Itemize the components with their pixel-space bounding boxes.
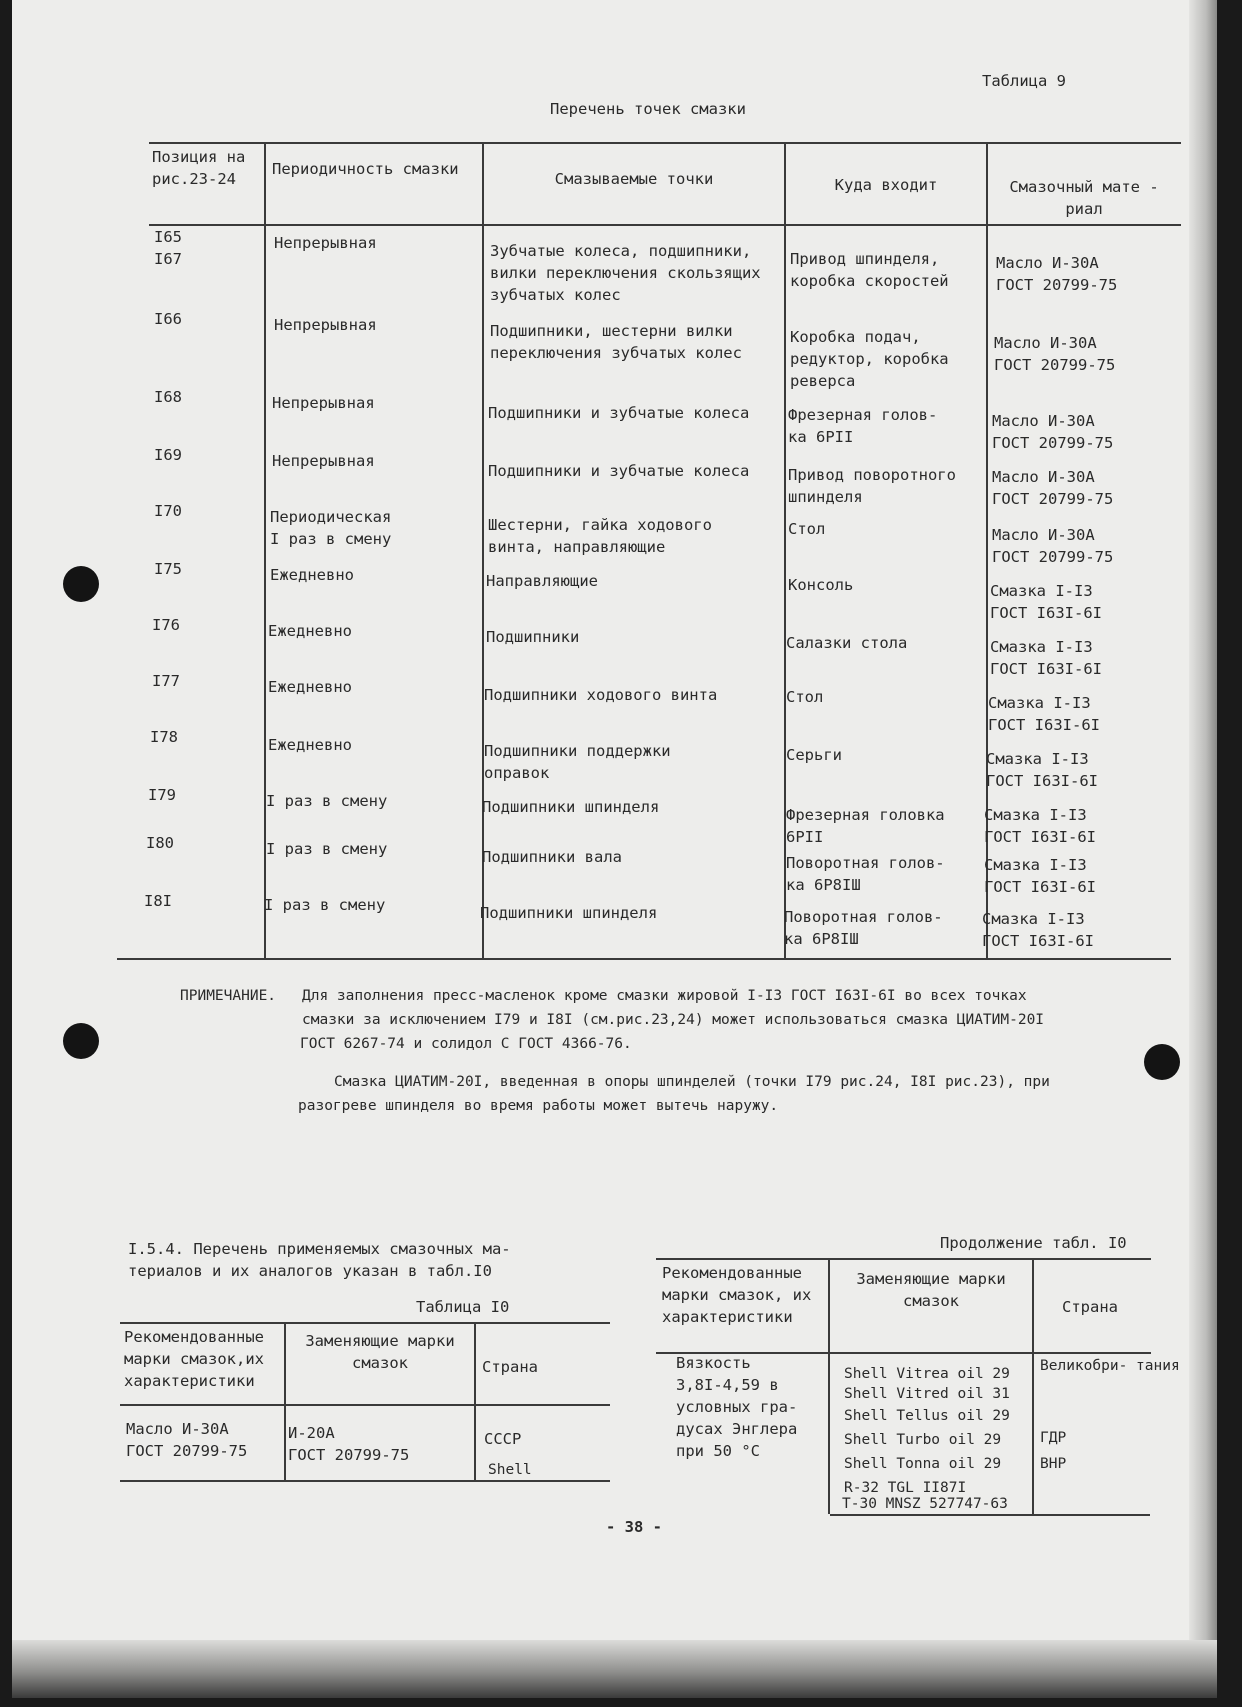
table10-header-sub: Заменяющие марки смазок xyxy=(305,1332,455,1372)
table-column-divider xyxy=(284,1322,286,1480)
table-column-divider xyxy=(474,1322,476,1480)
table9-cell-points: Подшипники шпинделя xyxy=(482,798,660,816)
page-edge xyxy=(1189,0,1217,1698)
document-page xyxy=(12,0,1217,1698)
table9-cell-pos: I77 xyxy=(152,672,180,690)
table-rule xyxy=(149,224,1181,226)
table10cont-header-rec: Рекомендованные марки смазок, их характеристики xyxy=(662,1264,812,1326)
table9-cell-material: Масло И-30А ГОСТ 20799-75 xyxy=(994,334,1116,374)
table-rule xyxy=(117,958,1171,960)
table9-cell-points: Зубчатые колеса, подшипники, вилки переключения скользящих зубчатых колес xyxy=(490,242,761,304)
table9-cell-period: I раз в смену xyxy=(266,840,388,858)
table9-cell-period: Непрерывная xyxy=(272,394,375,412)
table10cont-header-sub: Заменяющие марки смазок xyxy=(856,1270,1006,1310)
table9-cell-material: Смазка I-I3 ГОСТ I63I-6I xyxy=(982,910,1094,950)
substitute-oil: R-32 TGL II87I xyxy=(844,1480,967,1496)
substitute-oil: T-30 MNSZ 527747-63 xyxy=(842,1496,1008,1512)
table9-cell-material: Смазка I-I3 ГОСТ I63I-6I xyxy=(986,750,1098,790)
table9-cell-where: Консоль xyxy=(788,576,854,594)
substitute-oil: Shell Tonna oil 29 xyxy=(844,1456,1002,1472)
table10-cell-extra: Shell xyxy=(488,1462,532,1478)
table9-cell-period: Ежедневно xyxy=(268,622,352,640)
table9-cell-material: Масло И-30А ГОСТ 20799-75 xyxy=(992,468,1114,508)
table9-cell-points: Подшипники и зубчатые колеса xyxy=(488,462,750,480)
table10-cell-sub: И-20А ГОСТ 20799-75 xyxy=(288,1424,410,1464)
page-bottom-shadow xyxy=(12,1640,1217,1698)
table9-cell-points: Направляющие xyxy=(486,572,598,590)
table10-caption: Таблица I0 xyxy=(416,1298,510,1316)
table9-header-material: Смазочный мате - риал xyxy=(1009,178,1159,218)
country-cell: Великобри- тания xyxy=(1040,1358,1180,1374)
table9-cell-points: Подшипники xyxy=(486,628,580,646)
table9-cell-where: Коробка подач, редуктор, коробка реверса xyxy=(790,328,949,390)
table9-cell-pos: I66 xyxy=(154,310,182,328)
table9-cell-points: Подшипники и зубчатые колеса xyxy=(488,404,750,422)
table9-cell-where: Привод поворотного шпинделя xyxy=(788,466,956,506)
table9-cell-period: Ежедневно xyxy=(268,736,352,754)
table9-cell-points: Шестерни, гайка ходового винта, направляющие xyxy=(488,516,712,556)
table9-title: Перечень точек смазки xyxy=(550,100,746,118)
table9-cell-period: Непрерывная xyxy=(274,234,377,252)
table9-cell-pos: I8I xyxy=(144,892,172,910)
table9-cell-points: Подшипники поддержки оправок xyxy=(484,742,671,782)
table9-cell-pos: I70 xyxy=(154,502,182,520)
substitute-oil: Shell Tellus oil 29 xyxy=(844,1408,1010,1424)
table9-cell-material: Смазка I-I3 ГОСТ I63I-6I xyxy=(990,638,1102,678)
table10cont-cell-rec: Вязкость 3,8I-4,59 в условных гра- дусах Энглера при 50 °С xyxy=(676,1354,798,1460)
table9-header-points: Смазываемые точки xyxy=(554,170,714,188)
table9-cell-where: Фрезерная голов- ка 6РII xyxy=(788,406,938,446)
table9-cell-where: Стол xyxy=(786,688,824,706)
table9-cell-where: Привод шпинделя, коробка скоростей xyxy=(790,250,949,290)
table10cont-caption: Продолжение табл. I0 xyxy=(940,1234,1127,1252)
table9-caption: Таблица 9 xyxy=(982,72,1066,90)
table9-cell-material: Масло И-30А ГОСТ 20799-75 xyxy=(992,526,1114,566)
table9-cell-pos: I76 xyxy=(152,616,180,634)
table10cont-header-country: Страна xyxy=(1062,1298,1118,1316)
table9-cell-where: Фрезерная головка 6РII xyxy=(786,806,945,846)
table9-cell-period: Непрерывная xyxy=(274,316,377,334)
table9-cell-material: Смазка I-I3 ГОСТ I63I-6I xyxy=(988,694,1100,734)
table9-header-where: Куда входит xyxy=(834,176,938,194)
table9-cell-where: Поворотная голов- ка 6Р8IШ xyxy=(784,908,943,948)
page-number: - 38 - xyxy=(606,1518,662,1536)
table9-header-period: Периодичность смазки xyxy=(272,160,459,178)
table9-cell-where: Салазки стола xyxy=(786,634,908,652)
table9-cell-period: Периодическая I раз в смену xyxy=(270,508,392,548)
table-rule xyxy=(120,1404,610,1406)
country-cell: ГДР xyxy=(1040,1430,1067,1446)
table9-cell-pos: I78 xyxy=(150,728,178,746)
table9-cell-where: Стол xyxy=(788,520,826,538)
punch-hole xyxy=(1144,1044,1180,1080)
table-rule xyxy=(120,1322,610,1324)
table9-cell-period: Ежедневно xyxy=(270,566,354,584)
table9-cell-material: Смазка I-I3 ГОСТ I63I-6I xyxy=(984,806,1096,846)
table9-cell-pos: I68 xyxy=(154,388,182,406)
table10-cell-country: СССР xyxy=(484,1430,522,1448)
substitute-oil: Shell Vitred oil 31 xyxy=(844,1386,1010,1402)
table9-header-position: Позиция на рис.23-24 xyxy=(152,148,246,188)
table9-cell-pos: I69 xyxy=(154,446,182,464)
table9-cell-points: Подшипники шпинделя xyxy=(480,904,658,922)
table9-cell-pos: I79 xyxy=(148,786,176,804)
table9-cell-pos: I65 I67 xyxy=(154,228,182,268)
table9-cell-points: Подшипники, шестерни вилки переключения зубчатых колес xyxy=(490,322,742,362)
note-paragraph: Смазка ЦИАТИМ-20I, введенная в опоры шпинделей (точки I79 рис.24, I8I рис.23), при xyxy=(334,1074,1050,1090)
table-rule xyxy=(149,142,1181,144)
table9-cell-period: Ежедневно xyxy=(268,678,352,696)
table9-cell-pos: I75 xyxy=(154,560,182,578)
section-paragraph: I.5.4. Перечень применяемых смазочных ма- териалов и их аналогов указан в табл.I0 xyxy=(128,1240,511,1280)
table9-cell-period: Непрерывная xyxy=(272,452,375,470)
table9-cell-material: Смазка I-I3 ГОСТ I63I-6I xyxy=(984,856,1096,896)
table9-cell-material: Масло И-30А ГОСТ 20799-75 xyxy=(992,412,1114,452)
table-rule xyxy=(120,1480,610,1482)
note-paragraph: разогреве шпинделя во время работы может вытечь наружу. xyxy=(298,1098,779,1114)
country-cell: ВНР xyxy=(1040,1456,1067,1472)
table9-cell-period: I раз в смену xyxy=(264,896,386,914)
table-column-divider xyxy=(482,142,484,958)
table9-cell-points: Подшипники вала xyxy=(482,848,622,866)
table10-cell-rec: Масло И-30А ГОСТ 20799-75 xyxy=(126,1420,248,1460)
table-rule xyxy=(656,1258,1151,1260)
table10-header-rec: Рекомендованные марки смазок,их характеристики xyxy=(124,1328,264,1390)
table9-cell-points: Подшипники ходового винта xyxy=(484,686,718,704)
table9-cell-period: I раз в смену xyxy=(266,792,388,810)
note-line: Для заполнения пресс-масленок кроме смазки жировой I-I3 ГОСТ I63I-6I во всех точках xyxy=(302,988,1027,1004)
table9-cell-where: Серьги xyxy=(786,746,842,764)
table9-cell-where: Поворотная голов- ка 6Р8IШ xyxy=(786,854,945,894)
note-line: ГОСТ 6267-74 и солидол С ГОСТ 4366-76. xyxy=(300,1036,632,1052)
table9-cell-material: Смазка I-I3 ГОСТ I63I-6I xyxy=(990,582,1102,622)
note-line: смазки за исключением I79 и I8I (см.рис.23,24) может использоваться смазка ЦИАТИМ-20I xyxy=(302,1012,1045,1028)
table-column-divider xyxy=(264,142,266,958)
substitute-oil: Shell Turbo oil 29 xyxy=(844,1432,1002,1448)
table9-cell-material: Масло И-30А ГОСТ 20799-75 xyxy=(996,254,1118,294)
table10-header-country: Страна xyxy=(482,1358,538,1376)
punch-hole xyxy=(63,1023,99,1059)
table9-cell-pos: I80 xyxy=(146,834,174,852)
punch-hole xyxy=(63,566,99,602)
table-column-divider xyxy=(828,1258,830,1514)
table-column-divider xyxy=(1032,1258,1034,1514)
substitute-oil: Shell Vitrea oil 29 xyxy=(844,1366,1010,1382)
note-label: ПРИМЕЧАНИЕ. xyxy=(180,988,277,1004)
